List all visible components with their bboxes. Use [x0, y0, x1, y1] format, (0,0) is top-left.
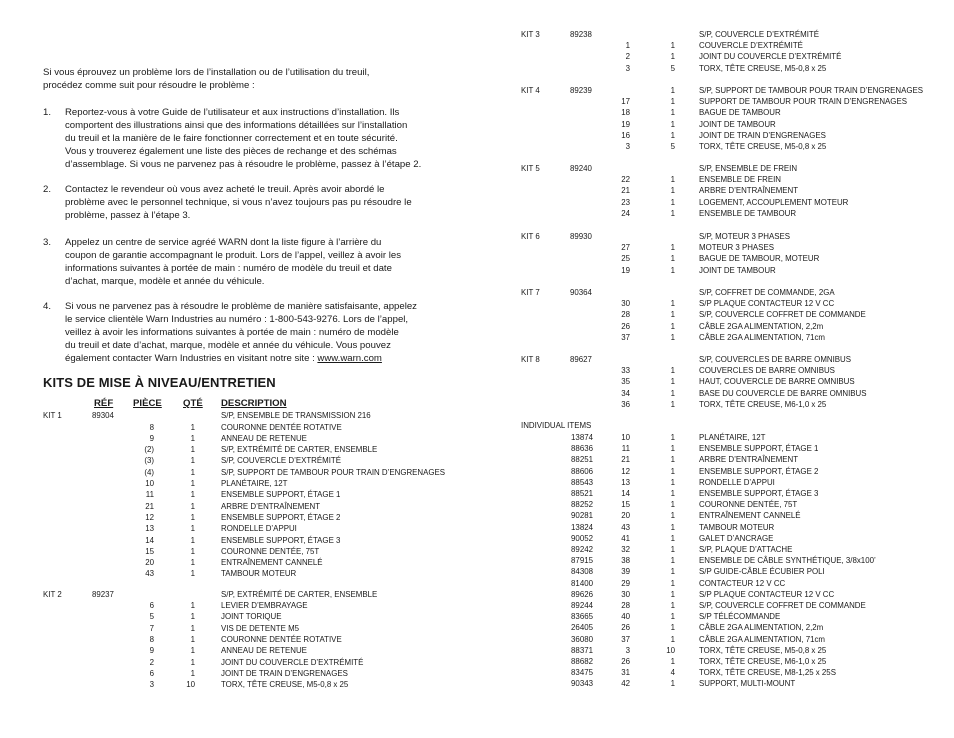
part-number: 3 — [625, 142, 630, 152]
part-number: 7 — [149, 623, 154, 633]
part-number: 14 — [621, 489, 630, 498]
part-number: 18 — [621, 108, 630, 118]
part-number: 11 — [621, 444, 630, 454]
part-number: 24 — [621, 208, 630, 218]
description: COURONNE DENTÉE, 75T — [221, 546, 320, 556]
part-number: 12 — [145, 512, 154, 522]
ref-number: 87915 — [571, 556, 593, 566]
part-number: 10 — [145, 479, 154, 488]
part-number: 30 — [621, 299, 630, 308]
part-number: (4) — [144, 467, 154, 477]
step-line: d’achat, marque, modèle et année du véhicule. — [65, 276, 265, 287]
part-number: 23 — [621, 197, 630, 207]
part-number: 13 — [145, 524, 154, 534]
part-number: 33 — [621, 366, 630, 375]
description: S/P, COUVERCLE COFFRET DE COMMANDE — [699, 601, 866, 610]
description: JOINT DU COUVERCLE D’EXTRÉMITÉ — [699, 52, 842, 62]
step-text — [65, 183, 438, 222]
description: CÂBLE 2GA ALIMENTATION, 71cm — [699, 332, 825, 342]
description: ENSEMBLE SUPPORT, ÉTAGE 3 — [699, 489, 819, 498]
ref-number: 89626 — [571, 589, 593, 599]
description: S/P, COUVERCLE D’EXTRÉMITÉ — [699, 30, 819, 39]
ref-number: 89930 — [570, 232, 592, 241]
ref-number: 89242 — [571, 545, 593, 554]
part-number: 37 — [621, 634, 630, 644]
quantity: 1 — [190, 634, 195, 644]
description: RONDELLE D’APPUI — [699, 477, 775, 487]
quantity: 1 — [190, 490, 195, 500]
quantity: 4 — [670, 668, 675, 678]
part-number: 12 — [621, 466, 630, 476]
part-number: 22 — [621, 175, 630, 184]
step-line: Si vous ne parvenez pas à résoudre le problème de manière satisfaisante, appelez — [65, 301, 417, 312]
description: CÂBLE 2GA ALIMENTATION, 2,2m — [699, 623, 824, 633]
description: S/P, MOTEUR 3 PHASES — [699, 232, 791, 241]
description: ARBRE D’ENTRAÎNEMENT — [699, 455, 799, 465]
description: COUVERCLES DE BARRE OMNIBUS — [699, 366, 835, 375]
quantity: 1 — [670, 186, 675, 196]
description: BAGUE DE TAMBOUR, MOTEUR — [699, 254, 820, 264]
quantity: 1 — [670, 41, 675, 50]
quantity: 10 — [186, 680, 195, 690]
quantity: 1 — [190, 512, 195, 522]
description: JOINT DE TAMBOUR — [699, 265, 776, 275]
ref-number: 89237 — [92, 590, 114, 599]
ref-number: 36080 — [571, 634, 593, 644]
description: TORX, TÊTE CREUSE, M5-0,8 x 25 — [699, 142, 827, 152]
quantity: 1 — [670, 97, 675, 106]
quantity: 1 — [670, 601, 675, 610]
part-number: 3 — [625, 63, 630, 73]
description: SUPPORT, MULTI-MOUNT — [699, 679, 796, 689]
description: S/P, ENSEMBLE DE FREIN — [699, 164, 798, 173]
description: COUVERCLE D’EXTRÉMITÉ — [699, 41, 803, 50]
ref-number: 89627 — [570, 355, 592, 364]
part-number: 21 — [621, 186, 630, 196]
quantity: 1 — [670, 299, 675, 308]
kit-label: KIT 7 — [521, 288, 540, 297]
quantity: 1 — [670, 466, 675, 476]
step-line — [65, 352, 438, 365]
quantity: 1 — [670, 500, 675, 510]
description: ENSEMBLE SUPPORT, ÉTAGE 2 — [221, 512, 341, 522]
quantity: 1 — [670, 388, 675, 398]
ref-number: 88682 — [571, 657, 593, 666]
header-qty: QTÉ — [183, 398, 203, 409]
part-number: 20 — [145, 558, 154, 568]
quantity: 1 — [670, 130, 675, 140]
step-number: 4. — [43, 301, 52, 312]
description: BAGUE DE TAMBOUR — [699, 108, 781, 118]
part-number: 34 — [621, 388, 630, 398]
quantity: 5 — [670, 142, 675, 152]
description: JOINT TORIQUE — [221, 612, 282, 622]
description: S/P PLAQUE CONTACTEUR 12 V CC — [699, 299, 835, 308]
ref-number: 13824 — [571, 522, 593, 532]
step-number: 1. — [43, 107, 52, 118]
quantity: 1 — [670, 511, 675, 521]
website-link[interactable]: www.warn.com — [317, 353, 382, 364]
ref-number: 89304 — [92, 411, 114, 420]
quantity: 1 — [190, 558, 195, 568]
part-number: 41 — [621, 533, 630, 543]
part-number: 27 — [621, 243, 630, 252]
part-number: 16 — [621, 130, 630, 140]
step-line: du treuil et date d’achat, marque, modèle et année du véhicule. Vous pouvez — [65, 340, 391, 351]
quantity: 1 — [670, 265, 675, 275]
quantity: 1 — [670, 578, 675, 588]
description: S/P, EXTRÉMITÉ DE CARTER, ENSEMBLE — [221, 445, 378, 455]
description: TORX, TÊTE CREUSE, M6-1,0 x 25 — [699, 399, 827, 409]
part-number: 26 — [621, 321, 630, 331]
part-number: 21 — [621, 455, 630, 465]
step-number: 2. — [43, 184, 52, 195]
step-line: d’assemblage. Si vous ne parvenez pas à résoudre le problème, passez à l’étape 2. — [65, 159, 422, 170]
quantity: 1 — [190, 612, 195, 622]
ref-number: 83665 — [571, 612, 593, 622]
part-number: 15 — [621, 500, 630, 510]
part-number: 9 — [149, 433, 154, 443]
quantity: 1 — [190, 467, 195, 477]
description: HAUT, COUVERCLE DE BARRE OMNIBUS — [699, 377, 855, 387]
part-number: 9 — [149, 646, 154, 656]
ref-number: 88521 — [571, 489, 593, 498]
quantity: 1 — [670, 197, 675, 207]
description: JOINT DE TRAIN D’ENGRENAGES — [699, 130, 826, 140]
step-line: comportent des illustrations ainsi que des informations détaillées sur l’installation — [65, 120, 408, 131]
part-number: 3 — [625, 645, 630, 655]
description: PLANÉTAIRE, 12T — [699, 433, 766, 442]
part-number: 28 — [621, 310, 630, 320]
description: S/P, COFFRET DE COMMANDE, 2GA — [699, 288, 835, 297]
ref-number: 88252 — [571, 500, 593, 510]
part-number: 13 — [621, 477, 630, 487]
description: JOINT DE TAMBOUR — [699, 119, 776, 129]
description: CONTACTEUR 12 V CC — [699, 578, 786, 588]
step-text — [65, 236, 438, 288]
ref-number: 90343 — [571, 679, 593, 689]
step-line: le service clientèle Warn Industries au numéro : 1-800-543-9276. Lors de l’appel, — [65, 314, 409, 325]
step-line: Appelez un centre de service agréé WARN dont la liste figure à l’arrière du — [65, 237, 382, 248]
quantity: 1 — [670, 489, 675, 498]
quantity: 1 — [190, 479, 195, 488]
description: JOINT DU COUVERCLE D’EXTRÉMITÉ — [221, 657, 364, 667]
description: COURONNE DENTÉE, 75T — [699, 500, 798, 510]
step-line: coupon de garantie accompagnant le produit. Lors de l’appel, veillez à avoir les — [65, 250, 401, 261]
quantity: 5 — [670, 63, 675, 73]
part-number: 10 — [621, 433, 630, 442]
description: TORX, TÊTE CREUSE, M5-0,8 x 25 — [221, 680, 349, 690]
step-line-text: également contacter Warn Industries en visitant notre site : — [65, 353, 318, 364]
part-number: 36 — [621, 399, 630, 409]
part-number: 25 — [621, 254, 630, 264]
intro-paragraph — [43, 66, 438, 92]
description: ENSEMBLE SUPPORT, ÉTAGE 1 — [221, 490, 341, 500]
step-line: Contactez le revendeur où vous avez acheté le treuil. Après avoir abordé le — [65, 184, 385, 195]
quantity: 1 — [670, 679, 675, 689]
part-number: 19 — [621, 119, 630, 129]
part-number: 30 — [621, 589, 630, 599]
quantity: 1 — [670, 623, 675, 633]
quantity: 1 — [670, 522, 675, 532]
part-number: 32 — [621, 545, 630, 554]
ref-number: 13874 — [571, 433, 593, 442]
description: SUPPORT DE TAMBOUR POUR TRAIN D’ENGRENAGES — [699, 97, 907, 106]
quantity: 1 — [670, 119, 675, 129]
header-desc: DESCRIPTION — [221, 398, 287, 409]
part-number: 39 — [621, 567, 630, 577]
part-number: 14 — [145, 535, 154, 545]
description: TORX, TÊTE CREUSE, M8-1,25 x 25S — [699, 668, 836, 678]
quantity: 1 — [670, 108, 675, 118]
quantity: 1 — [190, 422, 195, 432]
description: ANNEAU DE RETENUE — [221, 433, 307, 443]
quantity: 1 — [190, 433, 195, 443]
description: ENTRAÎNEMENT CANNELÉ — [699, 511, 801, 521]
ref-number: 26405 — [571, 623, 593, 633]
header-ref: RÉF — [94, 398, 114, 409]
ref-number: 88636 — [571, 444, 593, 454]
description: S/P TÉLÉCOMMANDE — [699, 612, 781, 622]
part-number: 2 — [625, 52, 630, 62]
part-number: 43 — [621, 522, 630, 532]
description: COURONNE DENTÉE ROTATIVE — [221, 422, 342, 432]
quantity: 1 — [190, 501, 195, 511]
quantity: 1 — [190, 445, 195, 455]
description: S/P, SUPPORT DE TAMBOUR POUR TRAIN D’ENGRENAGES — [221, 467, 446, 477]
quantity: 1 — [670, 589, 675, 599]
step-text — [65, 300, 438, 365]
part-number: 43 — [145, 569, 154, 579]
quantity: 1 — [190, 646, 195, 656]
quantity: 1 — [190, 524, 195, 534]
quantity: 1 — [190, 623, 195, 633]
description: VIS DE DETENTE M5 — [221, 623, 300, 633]
ref-number: 88543 — [571, 477, 593, 487]
part-number: 6 — [149, 601, 154, 610]
description: ENSEMBLE SUPPORT, ÉTAGE 2 — [699, 466, 819, 476]
part-number: 5 — [149, 612, 154, 622]
description: S/P, COUVERCLE D’EXTRÉMITÉ — [221, 456, 341, 466]
description: S/P, EXTRÉMITÉ DE CARTER, ENSEMBLE — [221, 590, 378, 599]
quantity: 1 — [670, 321, 675, 331]
description: ENSEMBLE DE FREIN — [699, 175, 781, 184]
part-number: 38 — [621, 556, 630, 566]
part-number: 1 — [625, 41, 630, 50]
description: ENSEMBLE SUPPORT, ÉTAGE 1 — [699, 444, 819, 454]
part-number: 11 — [145, 490, 154, 500]
step-line: informations suivantes à portée de main : numéro de modèle du treuil et date — [65, 263, 392, 274]
kit-label: KIT 1 — [43, 411, 62, 420]
quantity: 1 — [670, 377, 675, 387]
part-number: 37 — [621, 332, 630, 342]
description: ENSEMBLE DE TAMBOUR — [699, 208, 797, 218]
kit-label: KIT 3 — [521, 30, 540, 39]
ref-number: 81400 — [571, 578, 593, 588]
ref-number: 90052 — [571, 533, 593, 543]
description: TORX, TÊTE CREUSE, M5-0,8 x 25 — [699, 63, 827, 73]
part-number: 42 — [621, 679, 630, 689]
description: S/P PLAQUE CONTACTEUR 12 V CC — [699, 589, 835, 599]
section-title: KITS DE MISE À NIVEAU/ENTRETIEN — [43, 375, 276, 390]
quantity: 1 — [670, 533, 675, 543]
ref-number: 83475 — [571, 668, 593, 678]
description: LOGEMENT, ACCOUPLEMENT MOTEUR — [699, 197, 849, 207]
step-number: 3. — [43, 237, 52, 248]
description: ANNEAU DE RETENUE — [221, 646, 307, 656]
step-line: problème avec le personnel technique, si vous n’avez toujours pas pu résoudre le — [65, 197, 412, 208]
ref-number: 89238 — [570, 30, 592, 39]
part-number: 8 — [149, 422, 154, 432]
kit-label: KIT 8 — [521, 355, 540, 364]
description: ENSEMBLE DE CÂBLE SYNTHÉTIQUE, 3/8x100’ — [699, 556, 876, 566]
quantity: 1 — [670, 612, 675, 622]
quantity: 10 — [666, 645, 675, 655]
step-text — [65, 106, 438, 171]
quantity: 1 — [670, 310, 675, 320]
quantity: 1 — [670, 366, 675, 375]
part-number: 17 — [621, 97, 630, 106]
step-line: Reportez-vous à votre Guide de l’utilisateur et aux instructions d’installation. Ils — [65, 107, 400, 118]
description: S/P, SUPPORT DE TAMBOUR POUR TRAIN D’ENGRENAGES — [699, 86, 924, 95]
quantity: 1 — [670, 243, 675, 252]
description: TAMBOUR MOTEUR — [699, 522, 775, 532]
quantity: 1 — [670, 254, 675, 264]
ref-number: 88606 — [571, 466, 593, 476]
quantity: 1 — [670, 545, 675, 554]
part-number: 6 — [149, 668, 154, 678]
quantity: 1 — [670, 332, 675, 342]
ref-number: 88371 — [571, 645, 593, 655]
description: BASE DU COUVERCLE DE BARRE OMNIBUS — [699, 388, 867, 398]
quantity: 1 — [190, 668, 195, 678]
quantity: 1 — [190, 657, 195, 667]
description: S/P, PLAQUE D’ATTACHE — [699, 545, 793, 554]
part-number: 40 — [621, 612, 630, 622]
header-part: PIÈCE — [133, 398, 162, 409]
part-number: 3 — [149, 680, 154, 690]
part-number: 21 — [145, 501, 154, 511]
quantity: 1 — [670, 455, 675, 465]
ref-number: 90281 — [571, 511, 593, 521]
quantity: 1 — [670, 208, 675, 218]
ref-number: 89244 — [571, 601, 593, 610]
part-number: 31 — [621, 668, 630, 678]
step-line: Vous y trouverez également une liste des pièces de rechange et des schémas — [65, 146, 397, 157]
part-number: 26 — [621, 657, 630, 666]
kit-label: KIT 2 — [43, 590, 62, 599]
ref-number: 90364 — [570, 288, 592, 297]
kit-label: KIT 4 — [521, 86, 540, 95]
step-line: veillez à avoir les informations suivantes à portée de main : numéro de modèle — [65, 327, 399, 338]
part-number: 35 — [621, 377, 630, 387]
step-line: problème, passez à l’étape 3. — [65, 210, 191, 221]
ref-number: 84308 — [571, 567, 593, 577]
part-number: (2) — [144, 445, 154, 455]
quantity: 1 — [670, 86, 675, 95]
description: ARBRE D’ENTRAÎNEMENT — [221, 501, 321, 511]
description: RONDELLE D’APPUI — [221, 524, 297, 534]
part-number: 2 — [149, 657, 154, 667]
quantity: 1 — [670, 556, 675, 566]
step-line: du treuil et la manière de le faire fonctionner correctement et en toute sécurité. — [65, 133, 398, 144]
kit-label: KIT 5 — [521, 164, 540, 173]
intro-line: procédez comme suit pour résoudre le problème : — [43, 80, 255, 91]
description: PLANÉTAIRE, 12T — [221, 479, 288, 488]
quantity: 1 — [670, 657, 675, 666]
description: TORX, TÊTE CREUSE, M5-0,8 x 25 — [699, 645, 827, 655]
quantity: 1 — [190, 601, 195, 610]
quantity: 1 — [670, 634, 675, 644]
quantity: 1 — [190, 535, 195, 545]
kit-label: KIT 6 — [521, 232, 540, 241]
description: CÂBLE 2GA ALIMENTATION, 71cm — [699, 634, 825, 644]
quantity: 1 — [670, 399, 675, 409]
part-number: 8 — [149, 634, 154, 644]
part-number: (3) — [144, 456, 154, 466]
part-number: 26 — [621, 623, 630, 633]
description: ARBRE D’ENTRAÎNEMENT — [699, 186, 799, 196]
part-number: 19 — [621, 265, 630, 275]
part-number: 28 — [621, 601, 630, 610]
ref-number: 88251 — [571, 455, 593, 465]
ref-number: 89239 — [570, 86, 592, 95]
quantity: 1 — [670, 567, 675, 577]
description: ENSEMBLE SUPPORT, ÉTAGE 3 — [221, 535, 341, 545]
intro-line: Si vous éprouvez un problème lors de l’installation ou de l’utilisation du treuil, — [43, 67, 370, 78]
part-number: 20 — [621, 511, 630, 521]
quantity: 1 — [670, 433, 675, 442]
description: S/P, COUVERCLE COFFRET DE COMMANDE — [699, 310, 866, 320]
quantity: 1 — [190, 569, 195, 579]
description: TORX, TÊTE CREUSE, M6-1,0 x 25 — [699, 657, 827, 666]
ref-number: 89240 — [570, 164, 592, 173]
description: GALET D’ANCRAGE — [699, 533, 774, 543]
description: MOTEUR 3 PHASES — [699, 243, 774, 252]
quantity: 1 — [190, 456, 195, 466]
description: CÂBLE 2GA ALIMENTATION, 2,2m — [699, 321, 824, 331]
description: LEVIER D’EMBRAYAGE — [221, 601, 308, 610]
description: ENTRAÎNEMENT CANNELÉ — [221, 558, 323, 568]
description: COURONNE DENTÉE ROTATIVE — [221, 634, 342, 644]
kit-label: INDIVIDUAL ITEMS — [521, 421, 592, 430]
part-number: 29 — [621, 578, 630, 588]
quantity: 1 — [670, 477, 675, 487]
description: S/P GUIDE-CÂBLE ÉCUBIER POLI — [699, 567, 825, 577]
description: JOINT DE TRAIN D’ENGRENAGES — [221, 668, 348, 678]
quantity: 1 — [670, 175, 675, 184]
quantity: 1 — [670, 444, 675, 454]
description: S/P, COUVERCLES DE BARRE OMNIBUS — [699, 355, 852, 364]
part-number: 15 — [145, 546, 154, 556]
quantity: 1 — [190, 546, 195, 556]
description: TAMBOUR MOTEUR — [221, 569, 297, 579]
quantity: 1 — [670, 52, 675, 62]
description: S/P, ENSEMBLE DE TRANSMISSION 216 — [221, 411, 371, 420]
